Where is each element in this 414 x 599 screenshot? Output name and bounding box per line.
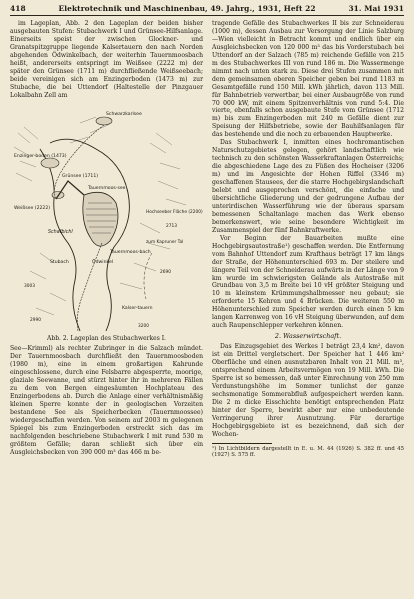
site-plan-map — [10, 103, 203, 333]
map-label: Weißsee (2222) — [14, 205, 51, 211]
map-label: 3200 — [138, 323, 149, 329]
paragraph: im Lageplan, Abb. 2 den Lageplan der beiden bisher ausgebauten Stufen: Stubachwerk I und Grünsee-Hilfsanlage. Einerseits speist der zwischen Glockner- und Granatspitzgruppe liegende Kalsertauern den nach Norden abgehenden Ödwinkelbach, der weiterhin Tauernmoosbach heißt, andererseits entspringt im Weißsee (2222 m) der später den Grünsee (1711 m) durchfließende Weißseebach; beide vereinigen sich am Enzingerboden (1473 m) zur Stubache, die bei Uttendorf (Haltestelle der Pinzgauer Lokalbahn Zell am — [10, 20, 203, 99]
map-label: 2713 — [166, 223, 177, 229]
paragraph: Das Stubachwerk I, inmitten eines hochromantischen Naturschutzgebietes gelegen, gehört landschaftlich wie technisch zu den schönsten Wasserkraftanlagen Österreichs; die abgeschiedene Lage des zu Füßen des Hocheiser (3206 m) und im Angesichte der Hohen Riffel (3346 m) geschaffenen Stausees, der die starre Hochgebirgslandschaft belebt und ausgeprochen verschönt, die einfache und übersichtliche Gliederung und der gedrungene Aufbau der unterirdischen Wasserführung wie der überaus sparsam bemessenen Schaltanlage machen das Werk ebenso bemerkenswert, wie seine besondere Wichtigkeit im Zusammenspiel der fünf Bahnkraftwerke. — [212, 139, 404, 234]
journal-title: Elektrotechnik und Maschinenbau, 49. Jahrg., 1931, Heft 22 — [58, 4, 316, 13]
paragraph: tragende Gefälle des Stubachwerkes II bis zur Schneiderau (1000 m), dessen Ausbau zur Versorgung der Linie Salzburg—Wien vielleicht in Betracht kommt und endlich über ein Ausgleichsbecken von 120 000 m³ das bis Vorderstubach bei Uttendorf an der Salzach (785 m) reichende Gefälle von 215 m des Stubachwerkes III von rund 186 m. Die Wassermenge nimmt nach unten stark zu. Diese drei Stufen zusammen mit dem gemeinsamen oberen Speicher geben bei rund 1183 m Gesamtgefälle rund 150 Mill. kWh jährlich, davon 113 Mill. für Bahnbetrieb verwertbar, bei einer Ausbaugröße von rund 70 000 kW, mit einem Spitzenverhältnis von rund 5:4. Die vierte, ebenfalls schon ausgebaute Stufe vom Grünsee (1712 m) bis zum Enzingerboden mit 240 m Gefälle dient zur Speisung der Hilfsbetriebe, sowie der Bauhilfsanlagen für das bestehende und die noch zu erbauenden Hauptwerke. — [212, 20, 404, 139]
paragraph: Vor Beginn der Bauarbeiten mußte eine Hochgebirgsautostraße¹) geschaffen werden. Die Entfernung vom Bahnhof Uttendorf zum Krafthaus beträgt 17 km längs der Straße, der Höhenunterschied 693 m. Der steilere und längere Teil von der Schneiderau aufwärts in der Länge von 9 km wurde im schwierigsten Gelände als Autostraße mit Grundbau von 3,5 m Breite bei 10 vH größter Steigung und 10 m kleinstem Krümmungshalbmesser neu gebaut; sie erforderte 15 Kehren und 4 Brücken. Die weiteren 550 m Höhenunterschied zum Speicher werden durch einen 5 km langen Karrenweg von 16 vH Steigung überwunden, auf dem auch Raupenschlepper verkehren können. — [212, 234, 404, 330]
map-label: Ödwinkel — [92, 259, 114, 265]
right-column — [212, 20, 404, 459]
issue-date: 31. Mai 1931 — [348, 4, 404, 13]
two-column-body — [10, 20, 404, 459]
figure-caption: Abb. 2. Lageplan des Stubachwerkes I. — [47, 334, 166, 342]
page-number: 418 — [10, 4, 26, 13]
page-header — [10, 4, 404, 16]
map-label: Hochseeber Fläche (2200) — [146, 209, 203, 215]
map-label: 3003 — [24, 283, 35, 289]
map-label: Grünsee (1711) — [62, 173, 99, 179]
map-label: Kalser-tauern — [122, 305, 153, 311]
map-label: zum Kapruner Tal — [146, 239, 184, 245]
footnote: ¹) In Lichtbildern dargestellt in E. u. M. 44 (1926) S. 382 ff. und 45 (1927) S. 575 ff. — [212, 445, 404, 459]
map-label: Schwarzkarlsee — [106, 111, 142, 117]
paragraph: See—Krimml) als rechter Zubringer in die Salzach mündet. Der Tauernmoosbach durchfließt den Tauernmoosboden (1980 m), eine in einem großartigen Kahrunde eingeschlossene, durch eine Felsbarre abgesperrte, moorige, glaziale Seewanne, und stürzt hinter ihr in mehreren Fällen zu dem von Bergen eingesäumten Hochplateau des Enzingerbodens ab. Durch die Anlage einer verhältnismäßig kleinen Sperre konnte der in geologischen Vorzeiten bestandene See als Speicherbecken (Tauernmoossee) wiedergeschaffen werden. Von seinem auf 2003 m gelegenen Spiegel bis zum Enzingerboden erstreckt sich das im nachfolgenden beschriebene Stubachwerk I mit rund 530 m größtem Gefälle; daran schließt sich über ein Ausgleichsbecken von 390 000 m³ das 466 m be- — [10, 345, 203, 456]
map-label: Stubach — [50, 259, 69, 265]
map-label: Enzinger-boden (1473) — [14, 153, 67, 159]
paragraph: Das Einzugsgebiet des Werkes I beträgt 23,4 km², davon ist ein Drittel vergletschert. Der Speicher hat 1 446 km² Oberfläche und einen ausnutzbaren Inhalt von 21 Mill. m³, entsprechend einem Arbeitsvermögen von 19 Mill. kWh. Die Sperre ist so bemessen, daß unter Einrechnung von 250 mm Verdunstungshöhe im Sommer tunlichst der ganze sechsmonatige Sommerabfluß aufgespeichert werden kann. Die 2 m dicke Eisschichte benötigt entsprechenden Platz hinter der Sperre, bewirkt aber nur eine unbedeutende Verringerung ihrer Ausnutzung. Für derartige Hochgebirgsgebiete ist es bezeichnend, daß sich der Wochen- — [212, 343, 404, 438]
map-label: Tauernmoos-see — [88, 185, 126, 191]
site-plan-figure — [10, 103, 203, 333]
left-column — [10, 20, 203, 459]
map-label: 2690 — [160, 269, 171, 275]
footnote-rule — [212, 443, 272, 444]
map-label: 2990 — [30, 317, 41, 323]
section-heading: 2. Wasserwirtschaft. — [274, 332, 342, 341]
map-label: Schafbichl — [48, 229, 73, 235]
map-label: Tauernmoos-bach — [110, 249, 151, 255]
